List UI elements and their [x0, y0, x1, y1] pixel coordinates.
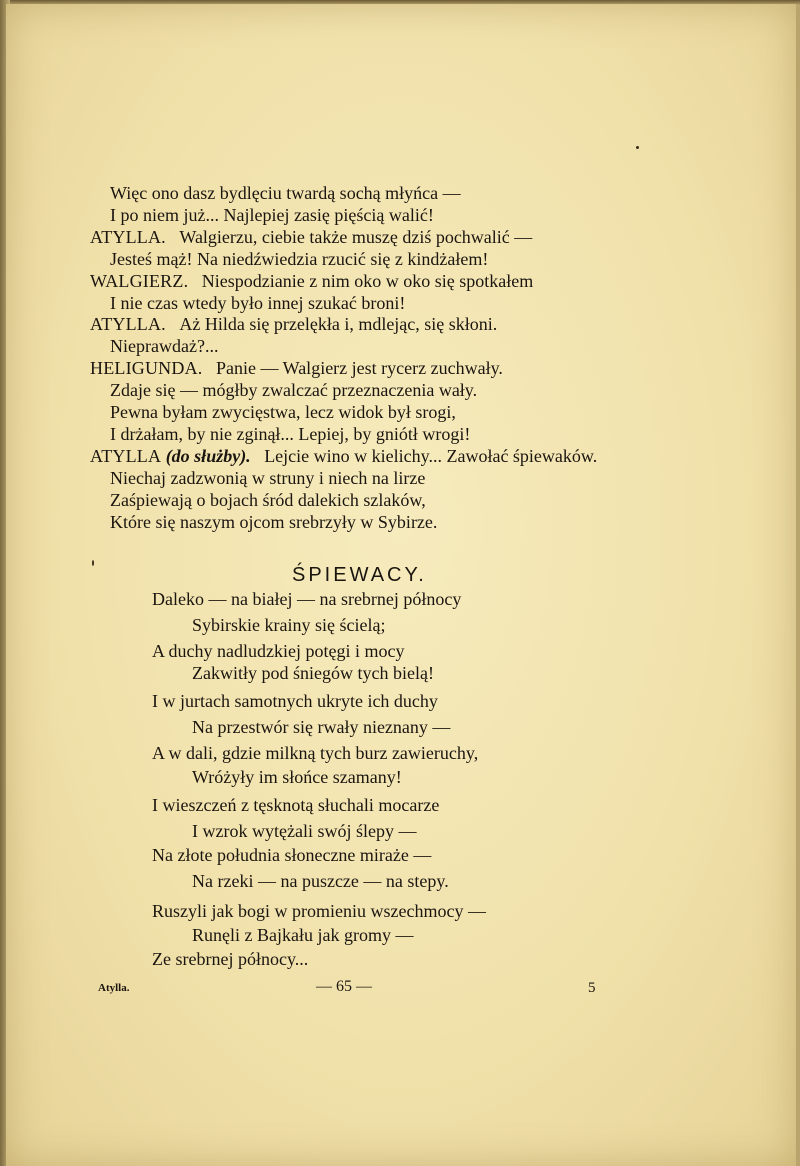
song-verse-line: Daleko — na białej — na srebrnej północy: [152, 589, 462, 609]
footer-title: Atylla.: [98, 982, 130, 994]
speaker-name: ATYLLA.: [90, 314, 166, 335]
signature-mark: 5: [588, 980, 596, 996]
dialogue-line: [90, 445, 597, 467]
dialogue-text: Które się naszym ojcom srebrzyły w Sybirze.: [110, 511, 438, 532]
dialogue-text: Nieprawdaż?...: [110, 336, 219, 357]
stage-direction: (do służby).: [165, 445, 251, 466]
speaker-name: HELIGUNDA.: [90, 358, 203, 379]
song-verse-line: I wieszczeń z tęsknotą słuchali mocarze: [152, 795, 440, 815]
section-heading: ŚPIEWACY.: [292, 564, 427, 586]
dialogue-line: [110, 292, 405, 314]
paper-speck: [92, 560, 94, 566]
dialogue-text: Panie — Walgierz jest rycerz zuchwały.: [215, 358, 503, 379]
song-verse-line: Wróżyły im słońce szamany!: [192, 767, 402, 787]
speaker-name: ATYLLA: [90, 445, 162, 466]
dialogue-line: [110, 489, 426, 511]
dialogue-text: I drżałam, by nie zginął... Lepiej, by gniótł wrogi!: [110, 423, 471, 444]
song-verse-line: Na przestwór się rwały nieznany —: [192, 717, 451, 737]
dialogue-line: [110, 511, 437, 533]
dialogue-text: I nie czas wtedy było innej szukać broni!: [110, 292, 406, 313]
song-verse-line: I wzrok wytężali swój ślepy —: [192, 821, 417, 841]
dialogue-line: [110, 182, 461, 204]
page-number: — 65 —: [316, 978, 372, 995]
dialogue-text: Jesteś mąż! Na niedźwiedzia rzucić się z kindżałem!: [110, 248, 489, 269]
dialogue-line: [110, 248, 488, 270]
dialogue-line: [110, 401, 456, 423]
speaker-name: WALGIERZ.: [90, 270, 189, 291]
song-verse-line: Zakwitły pod śniegów tych bielą!: [192, 663, 434, 683]
song-verse-line: Na rzeki — na puszcze — na stepy.: [192, 871, 449, 891]
dialogue-text: Więc ono dasz bydlęciu twardą sochą młyńca —: [110, 183, 461, 203]
dialogue-text: Pewna byłam zwycięstwa, lecz widok był srogi,: [110, 402, 456, 422]
song-verse-line: Na złote południa słoneczne miraże —: [152, 845, 432, 865]
scanned-page: [6, 4, 796, 1166]
song-verse-line: Sybirskie krainy się ścielą;: [192, 615, 386, 635]
song-verse-line: Ruszyli jak bogi w promieniu wszechmocy —: [152, 901, 486, 921]
song-verse-line: A w dali, gdzie milkną tych burz zawieruchy,: [152, 743, 479, 763]
song-verse-line: A duchy nadludzkiej potęgi i mocy: [152, 641, 405, 661]
dialogue-text: Aż Hilda się przelękła i, mdlejąc, się skłoni.: [179, 314, 498, 335]
song-verse-line: Ze srebrnej północy...: [152, 949, 309, 969]
dialogue-line: [110, 379, 477, 401]
dialogue-text: I po niem już... Najlepiej zasię pięścią walić!: [110, 204, 434, 225]
dialogue-line: [90, 357, 503, 379]
song-verse-line: Runęli z Bajkału jak gromy —: [192, 925, 414, 945]
dialogue-line: [110, 423, 470, 445]
dialogue-text: Niechaj zadzwonią w struny i niech na lirze: [110, 467, 426, 488]
dialogue-text: Zaśpiewają o bojach śród dalekich szlaków,: [110, 489, 426, 510]
paper-speck: [636, 146, 639, 149]
dialogue-line: [90, 226, 532, 248]
speaker-name: ATYLLA.: [90, 226, 166, 247]
dialogue-text: Walgierzu, ciebie także muszę dziś pochwalić —: [179, 226, 533, 247]
dialogue-text: Zdaje się — mógłby zwalczać przeznaczenia wały.: [110, 380, 478, 401]
dialogue-line: [110, 335, 218, 357]
dialogue-text: Lejcie wino w kielichy... Zawołać śpiewaków.: [264, 445, 598, 466]
dialogue-line: [90, 270, 533, 292]
dialogue-text: Niespodzianie z nim oko w oko się spotkałem: [201, 270, 534, 291]
dialogue-line: [90, 313, 497, 335]
dialogue-line: [110, 467, 425, 489]
song-verse-line: I w jurtach samotnych ukryte ich duchy: [152, 691, 438, 711]
dialogue-line: [110, 204, 434, 226]
